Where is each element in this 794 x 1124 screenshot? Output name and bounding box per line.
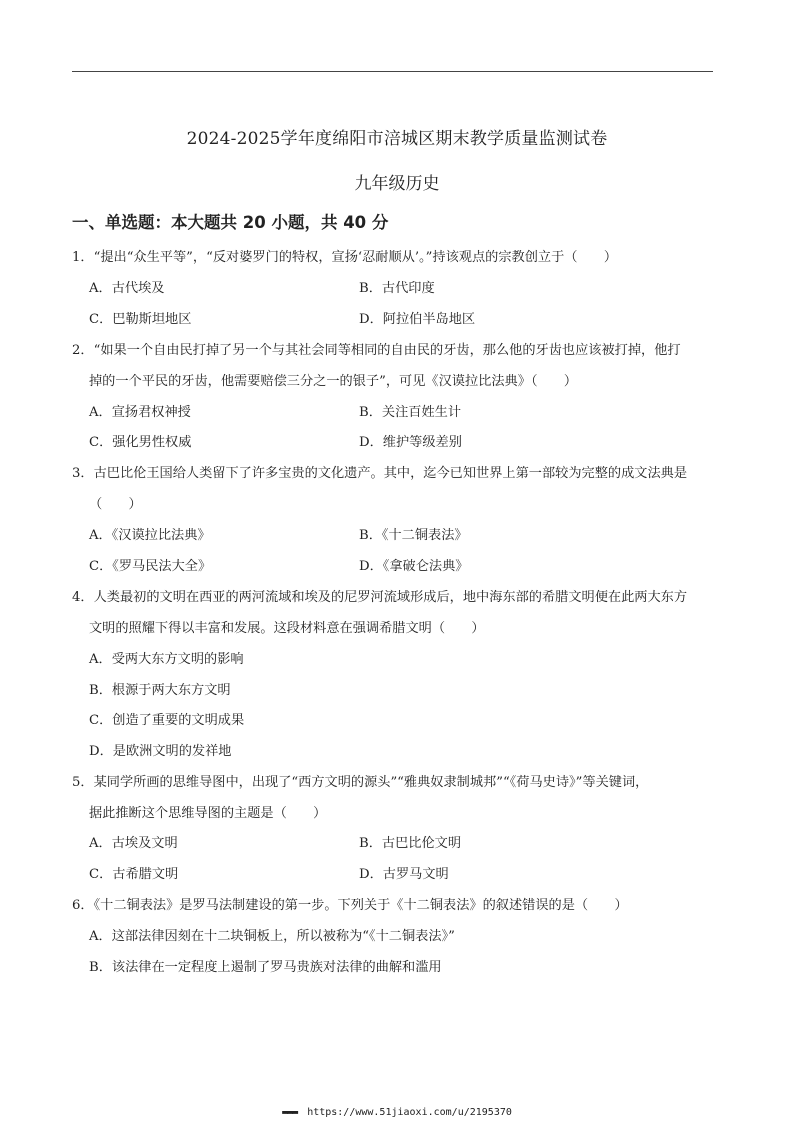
question-3-option-c: C．《罗马民法大全》 bbox=[89, 559, 212, 574]
question-4-option-d: D．是欧洲文明的发祥地 bbox=[89, 744, 232, 759]
question-4-text: 4．人类最初的文明在西亚的两河流域和埃及的尼罗河流域形成后，地中海东部的希腊文明便在此两大东方 bbox=[72, 590, 688, 605]
header-rule bbox=[72, 71, 713, 72]
footer-logo: ▬▬▬ bbox=[282, 1107, 298, 1118]
question-3-option-b: B．《十二铜表法》 bbox=[359, 528, 468, 543]
question-5-option-c: C．古希腊文明 bbox=[89, 867, 179, 882]
question-2-option-a: A．宣扬君权神授 bbox=[89, 405, 191, 420]
footer-watermark bbox=[0, 1107, 794, 1118]
question-2-text-cont: 掉的一个平民的牙齿，他需要赔偿三分之一的银子”，可见《汉谟拉比法典》（ ） bbox=[89, 374, 578, 389]
question-4-option-b: B．根源于两大东方文明 bbox=[89, 683, 231, 698]
question-1-option-a: A．古代埃及 bbox=[89, 281, 165, 296]
exam-title: 2024-2025学年度绵阳市涪城区期末教学质量监测试卷 bbox=[186, 129, 608, 149]
question-5-text-cont: 据此推断这个思维导图的主题是（ ） bbox=[89, 806, 327, 821]
question-3-option-a: A．《汉谟拉比法典》 bbox=[89, 528, 211, 543]
question-2-option-b: B．关注百姓生计 bbox=[359, 405, 462, 420]
question-3-text: 3．古巴比伦王国给人类留下了许多宝贵的文化遗产。其中，迄今已知世界上第一部较为完整的成文法典是 bbox=[72, 466, 688, 481]
question-1-option-d: D．阿拉伯半岛地区 bbox=[359, 312, 476, 327]
question-1-option-c: C．巴勒斯坦地区 bbox=[89, 312, 192, 327]
question-1-text: 1．“提出“众生平等”，“反对婆罗门的特权，宣扬‘忍耐顺从’。”持该观点的宗教创立于（ ） bbox=[72, 250, 618, 265]
question-5-option-a: A．古埃及文明 bbox=[89, 836, 178, 851]
question-2-option-d: D．维护等级差别 bbox=[359, 435, 462, 450]
footer-url[interactable]: https://www.51jiaoxi.com/u/2195370 bbox=[307, 1107, 512, 1118]
question-3-option-d: D．《拿破仑法典》 bbox=[359, 559, 469, 574]
question-4-text-cont: 文明的照耀下得以丰富和发展。这段材料意在强调希腊文明（ ） bbox=[89, 621, 485, 636]
question-4-option-a: A．受两大东方文明的影响 bbox=[89, 652, 244, 667]
section-heading: 一、单选题：本大题共 20 小题，共 40 分 bbox=[72, 213, 389, 232]
question-6-option-b: B．该法律在一定程度上遏制了罗马贵族对法律的曲解和滥用 bbox=[89, 960, 442, 975]
question-6-option-a: A．这部法律因刻在十二块铜板上，所以被称为“《十二铜表法》” bbox=[89, 929, 455, 944]
question-2-text: 2．“如果一个自由民打掉了另一个与其社会同等相同的自由民的牙齿，那么他的牙齿也应该被打掉，他打 bbox=[72, 343, 681, 358]
question-5-option-b: B．古巴比伦文明 bbox=[359, 836, 462, 851]
question-2-option-c: C．强化男性权威 bbox=[89, 435, 192, 450]
question-5-option-d: D．古罗马文明 bbox=[359, 867, 449, 882]
question-6-text: 6．《十二铜表法》是罗马法制建设的第一步。下列关于《十二铜表法》的叙述错误的是（ ） bbox=[72, 898, 628, 913]
question-5-text: 5．某同学所画的思维导图中，出现了“西方文明的源头”“雅典奴隶制城邦”“《荷马史诗》”等关键词， bbox=[72, 775, 649, 790]
question-3-text-cont: （ ） bbox=[89, 497, 142, 512]
question-1-option-b: B．古代印度 bbox=[359, 281, 435, 296]
question-4-option-c: C．创造了重要的文明成果 bbox=[89, 713, 245, 728]
exam-subtitle: 九年级历史 bbox=[354, 174, 440, 194]
